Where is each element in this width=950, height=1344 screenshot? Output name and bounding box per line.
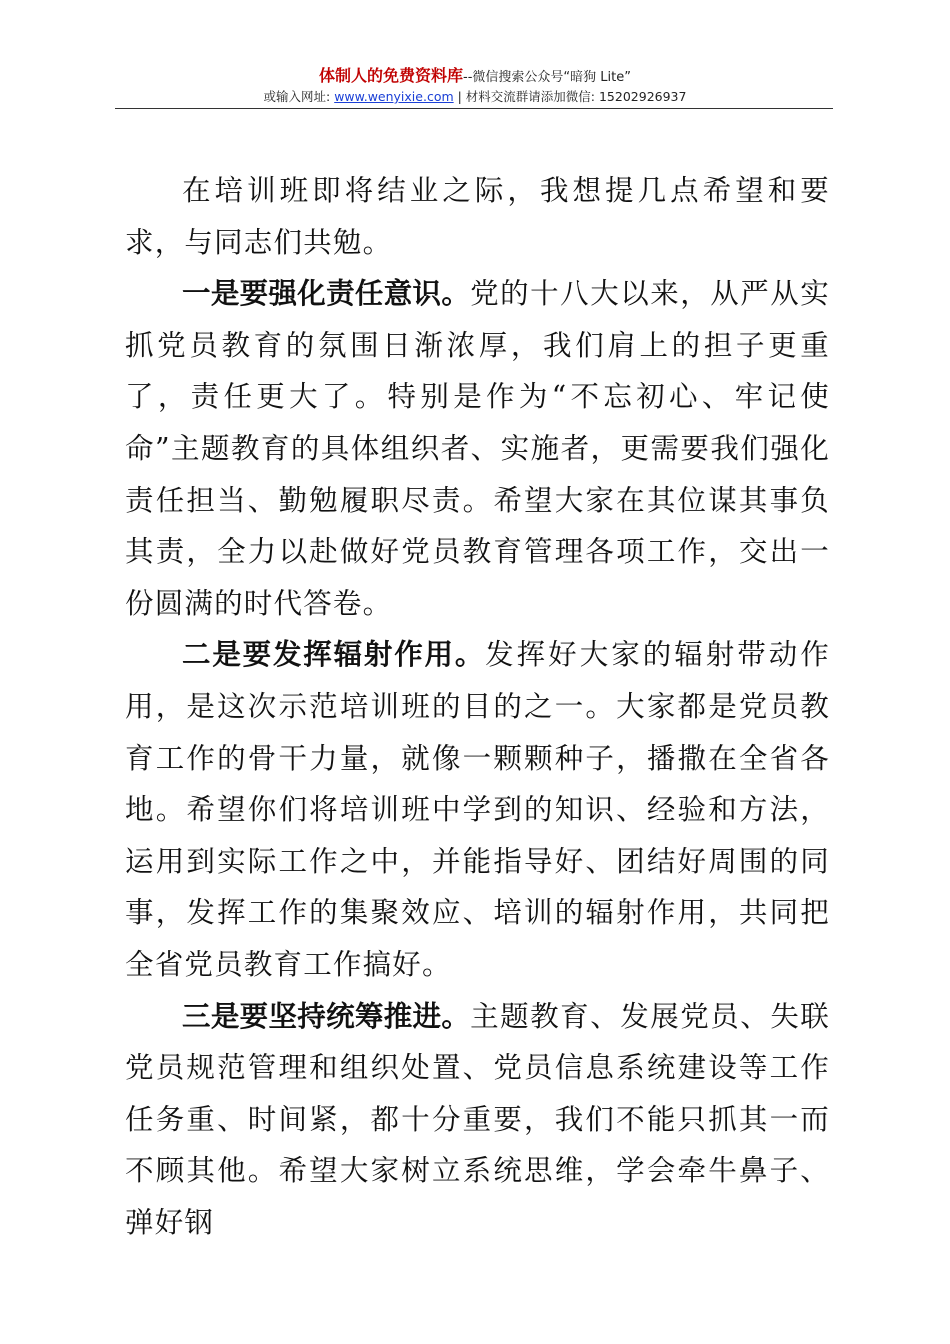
header-contact: | 材料交流群请添加微信: 15202926937 xyxy=(453,89,687,104)
paragraph-2-lead: 二是要发挥辐射作用。 xyxy=(182,638,486,672)
header-contact-line xyxy=(115,88,835,106)
header-site-prefix: 或输入网址: xyxy=(263,89,335,104)
page-header xyxy=(115,66,835,106)
paragraph-intro: 在培训班即将结业之际，我想提几点希望和要求，与同志们共勉。 xyxy=(125,174,830,259)
paragraph-2 xyxy=(125,629,830,990)
paragraph-3 xyxy=(125,991,830,1249)
paragraph-2-body: 发挥好大家的辐射带动作用，是这次示范培训班的目的之一。大家都是党员教育工作的骨干力量，就像一颗颗种子，播撒在全省各地。希望你们将培训班中学到的知识、经验和方法，运用到实际工作之中，并能指导好、团结好周围的同事，发挥工作的集聚效应、培训的辐射作用，共同把全省党员教育工作搞好。 xyxy=(125,638,830,981)
paragraph-3-lead: 三是要坚持统筹推进。 xyxy=(182,999,471,1033)
header-site-link[interactable]: www.wenyixie.com xyxy=(334,89,454,104)
header-title-line xyxy=(115,66,835,88)
header-note: --微信搜索公众号“暗狗 Lite” xyxy=(463,70,631,85)
paragraph-1-body: 党的十八大以来，从严从实抓党员教育的氛围日渐浓厚，我们肩上的担子更重了，责任更大了。特别是作为“不忘初心、牢记使命”主题教育的具体组织者、实施者，更需要我们强化责任担当、勤勉履职尽责。希望大家在其位谋其事负其责，全力以赴做好党员教育管理各项工作，交出一份圆满的时代答卷。 xyxy=(125,277,830,620)
header-divider xyxy=(115,108,833,109)
paragraph-1-lead: 一是要强化责任意识。 xyxy=(182,277,471,311)
header-brand: 体制人的免费资料库 xyxy=(319,66,464,85)
document-body xyxy=(125,165,830,1248)
paragraph-1 xyxy=(125,268,830,629)
paragraph-3-body: 主题教育、发展党员、失联党员规范管理和组织处置、党员信息系统建设等工作任务重、时间紧，都十分重要，我们不能只抓其一而不顾其他。希望大家树立系统思维，学会牵牛鼻子、弹好钢 xyxy=(125,999,830,1239)
